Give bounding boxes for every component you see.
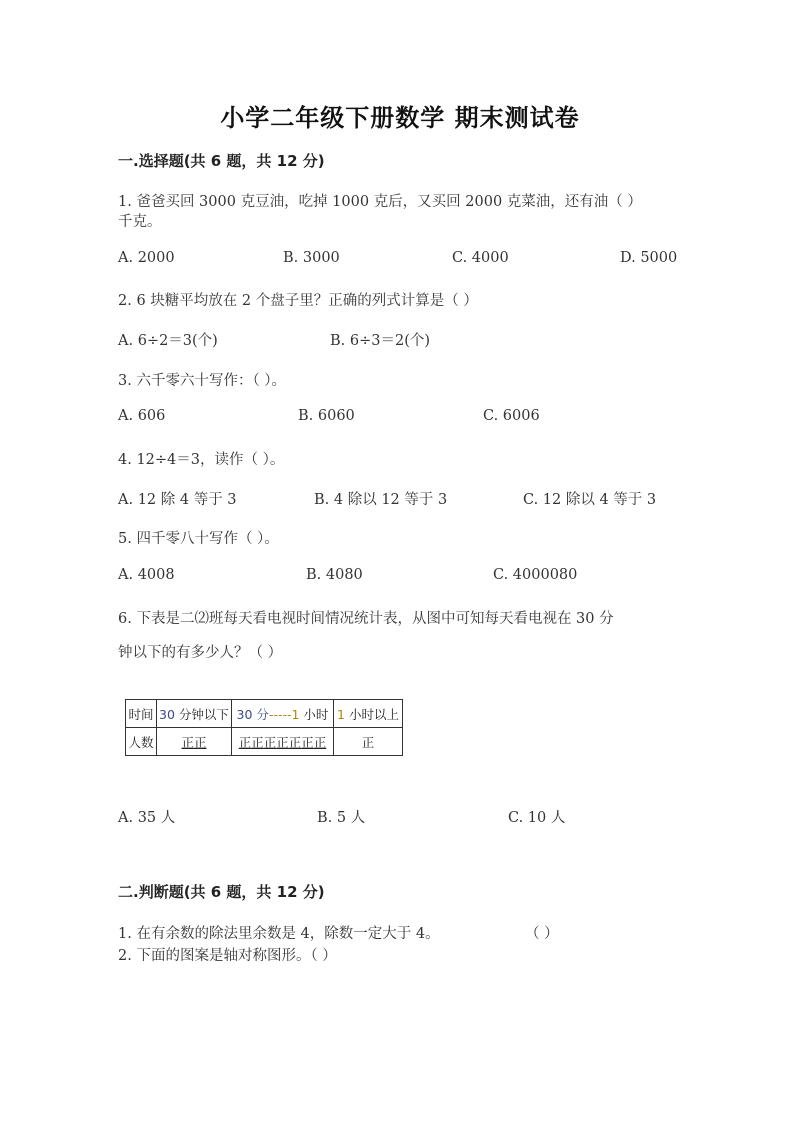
- question-5: 5. 四千零八十写作（ ）。: [118, 531, 279, 547]
- table-row: [126, 728, 403, 756]
- over-1-hour-header: 1 小时以上: [334, 700, 403, 728]
- time-label-cell: 时间: [126, 700, 157, 728]
- question-6-option-a: A. 35 人: [118, 810, 176, 826]
- question-1-option-b: B. 3000: [283, 250, 340, 266]
- question-5-option-b: B. 4080: [306, 567, 363, 583]
- table-row: [126, 700, 403, 728]
- question-1-line-1: 1. 爸爸买回 3000 克豆油，吃掉 1000 克后，又买回 2000 克菜油，还有油（ ）: [118, 194, 642, 210]
- question-6-line-2: 钟以下的有多少人？（ ）: [118, 645, 283, 661]
- page-title: 小学二年级下册数学 期末测试卷: [220, 104, 580, 132]
- question-3-option-b: B. 6060: [298, 408, 355, 424]
- over-1-hour-count: 正: [334, 728, 403, 756]
- question-5-option-c: C. 4000080: [493, 567, 578, 583]
- question-4-option-a: A. 12 除 4 等于 3: [118, 492, 237, 508]
- question-6-option-b: B. 5 人: [317, 810, 366, 826]
- question-2: 2. 6 块糖平均放在 2 个盘子里？正确的列式计算是（ ）: [118, 293, 478, 309]
- question-4: 4. 12÷4＝3，读作（ ）。: [118, 452, 285, 468]
- question-2-option-b: B. 6÷3＝2(个): [330, 333, 431, 349]
- question-4-option-c: C. 12 除以 4 等于 3: [523, 492, 657, 508]
- section-1-heading: 一.选择题(共 6 题，共 12 分): [118, 152, 325, 170]
- question-5-option-a: A. 4008: [118, 567, 175, 583]
- tv-time-stat-table: [125, 699, 403, 756]
- question-3-option-a: A. 606: [118, 408, 166, 424]
- under-30-min-count: 正正: [157, 728, 232, 756]
- question-3-option-c: C. 6006: [483, 408, 540, 424]
- question-6-option-c: C. 10 人: [508, 810, 566, 826]
- judge-question-2: 2. 下面的图案是轴对称图形。（ ）: [118, 948, 337, 964]
- question-1-option-d: D. 5000: [620, 250, 678, 266]
- 30-min-to-1-hour-count: 正正正正正正正: [232, 728, 334, 756]
- judge-question-1: 1. 在有余数的除法里余数是 4，除数一定大于 4。: [118, 926, 440, 942]
- question-1-option-c: C. 4000: [452, 250, 509, 266]
- count-label-cell: 人数: [126, 728, 157, 756]
- section-2-heading: 二.判断题(共 6 题，共 12 分): [118, 883, 325, 901]
- 30-min-to-1-hour-header: 30 分-----1 小时: [232, 700, 334, 728]
- question-3: 3. 六千零六十写作：（ ）。: [118, 373, 287, 389]
- judge-question-1-blank: （ ）: [525, 926, 559, 942]
- question-6-line-1: 6. 下表是二⑵班每天看电视时间情况统计表，从图中可知每天看电视在 30 分: [118, 611, 614, 627]
- question-2-option-a: A. 6÷2＝3(个): [118, 333, 218, 349]
- question-4-option-b: B. 4 除以 12 等于 3: [314, 492, 448, 508]
- question-1-option-a: A. 2000: [118, 250, 175, 266]
- question-1-line-2: 千克。: [118, 214, 162, 230]
- under-30-min-header: 30 分钟以下: [157, 700, 232, 728]
